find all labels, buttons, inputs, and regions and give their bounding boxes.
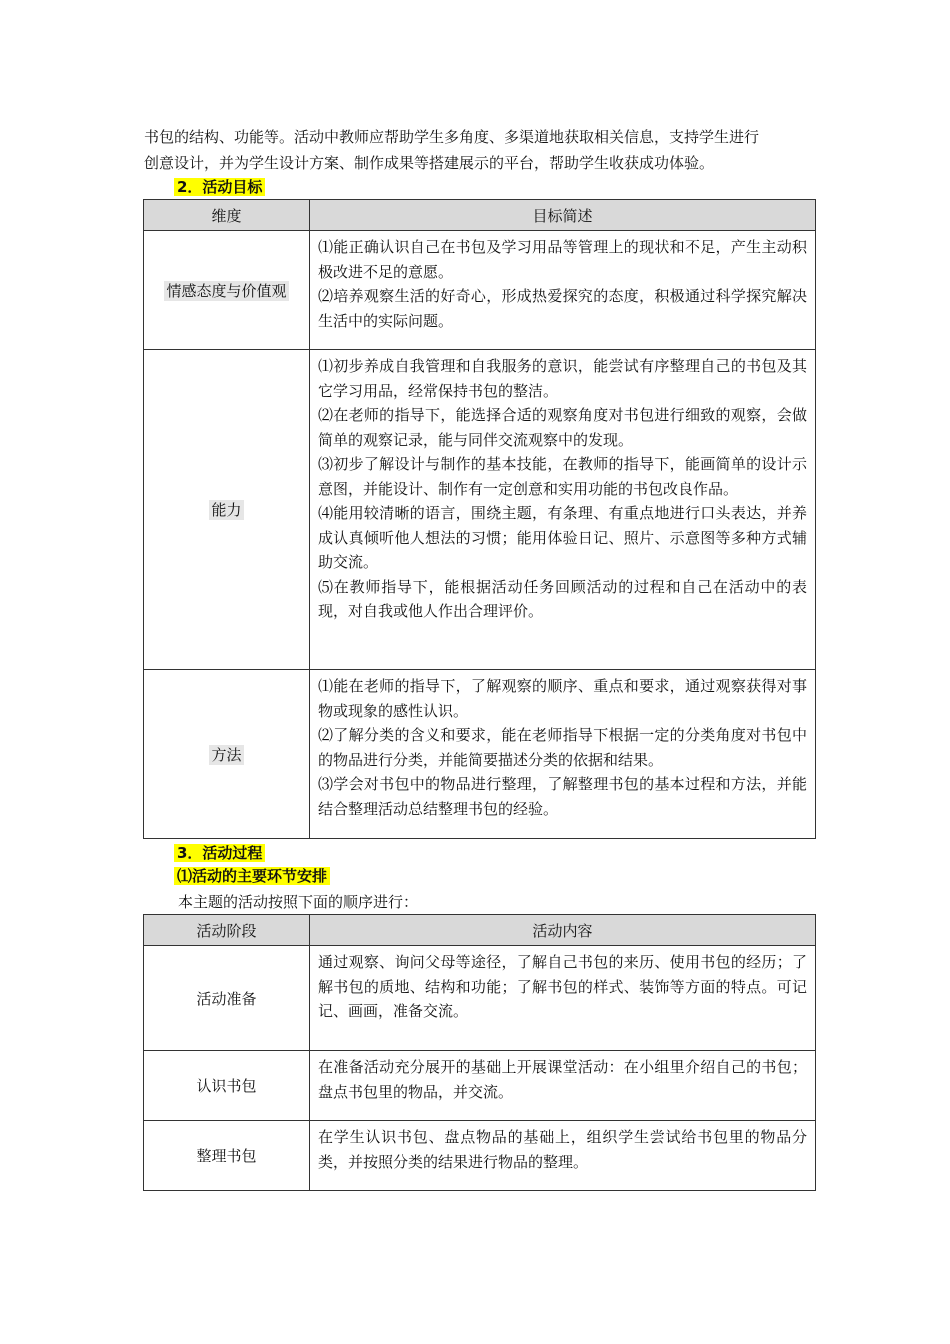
goal-item: ⑵在老师的指导下，能选择合适的观察角度对书包进行细致的观察，会做简单的观察记录，能与同伴交流观察中的发现。 [318,406,807,449]
goal-description-cell [310,231,816,350]
table-row [144,670,816,839]
goal-description-cell [310,350,816,670]
goals-table [143,199,816,839]
dimension-cell [144,231,310,350]
goal-description-cell [310,670,816,839]
table-row [144,350,816,670]
process-table-header [144,915,816,946]
stage-content: 在学生认识书包、盘点物品的基础上，组织学生尝试给书包里的物品分类，并按照分类的结果进行物品的整理。 [318,1128,807,1171]
content-cell [310,1051,816,1121]
goal-item: ⑴能正确认识自己在书包及学习用品等管理上的现状和不足，产生主动积极改进不足的意愿。 [318,238,807,281]
process-header-stage: 活动阶段 [144,915,310,946]
process-table [143,914,816,1191]
stage-cell: 活动准备 [144,946,310,1051]
table-row [144,231,816,350]
goal-item: ⑵培养观察生活的好奇心，形成热爱探究的态度，积极通过科学探究解决生活中的实际问题。 [318,287,807,330]
goal-item: ⑴能在老师的指导下，了解观察的顺序、重点和要求，通过观察获得对事物或现象的感性认识。 [318,677,807,720]
intro-line-2: 创意设计，并为学生设计方案、制作成果等搭建展示的平台，帮助学生收获成功体验。 [144,154,715,172]
goal-item: ⑴初步养成自我管理和自我服务的意识，能尝试有序整理自己的书包及其它学习用品，经常保持书包的整洁。 [318,357,807,400]
goal-item: ⑵了解分类的含义和要求，能在老师指导下根据一定的分类角度对书包中的物品进行分类，并能简要描述分类的依据和结果。 [318,726,807,769]
content-cell [310,1121,816,1191]
table-row [144,946,816,1051]
dimension-label: 方法 [211,745,242,764]
section-3-heading [174,843,265,863]
dimension-label: 情感态度与价值观 [166,281,287,300]
goals-table-header [144,200,816,231]
section-3-lead: 本主题的活动按照下面的顺序进行： [178,893,419,911]
section-3-title: 3．活动过程 [174,844,265,862]
table-row [144,1121,816,1191]
stage-content: 在准备活动充分展开的基础上开展课堂活动：在小组里介绍自己的书包；盘点书包里的物品，并交流。 [318,1058,807,1101]
goal-item: ⑸在教师指导下，能根据活动任务回顾活动的过程和自己在活动中的表现，对自我或他人作出合理评价。 [318,577,807,620]
goal-item: ⑷能用较清晰的语言，围绕主题，有条理、有重点地进行口头表达，并养成认真倾听他人想法的习惯；能用体验日记、照片、示意图等多种方式辅助交流。 [318,504,807,571]
goals-header-description: 目标简述 [310,200,816,231]
section-3-subtitle: ⑴活动的主要环节安排 [174,867,330,885]
intro-paragraph [144,124,816,176]
goal-item: ⑶初步了解设计与制作的基本技能，在教师的指导下，能画简单的设计示意图，并能设计、制作有一定创意和实用功能的书包改良作品。 [318,455,807,498]
content-cell [310,946,816,1051]
dimension-cell [144,670,310,839]
process-header-content: 活动内容 [310,915,816,946]
table-row [144,1051,816,1121]
intro-line-1: 书包的结构、功能等。活动中教师应帮助学生多角度、多渠道地获取相关信息，支持学生进行 [144,128,760,146]
stage-content: 通过观察、询问父母等途径，了解自己书包的来历、使用书包的经历；了解书包的质地、结构和功能；了解书包的样式、装饰等方面的特点。可记记、画画，准备交流。 [318,953,807,1020]
section-2-heading [174,177,265,197]
stage-cell: 认识书包 [144,1051,310,1121]
section-2-title: 2．活动目标 [174,178,265,196]
section-3-subheading [174,866,330,886]
dimension-label: 能力 [211,501,242,519]
goals-header-dimension: 维度 [144,200,310,231]
dimension-cell [144,350,310,670]
goal-item: ⑶学会对书包中的物品进行整理，了解整理书包的基本过程和方法，并能结合整理活动总结整理书包的经验。 [318,775,807,818]
stage-cell: 整理书包 [144,1121,310,1191]
